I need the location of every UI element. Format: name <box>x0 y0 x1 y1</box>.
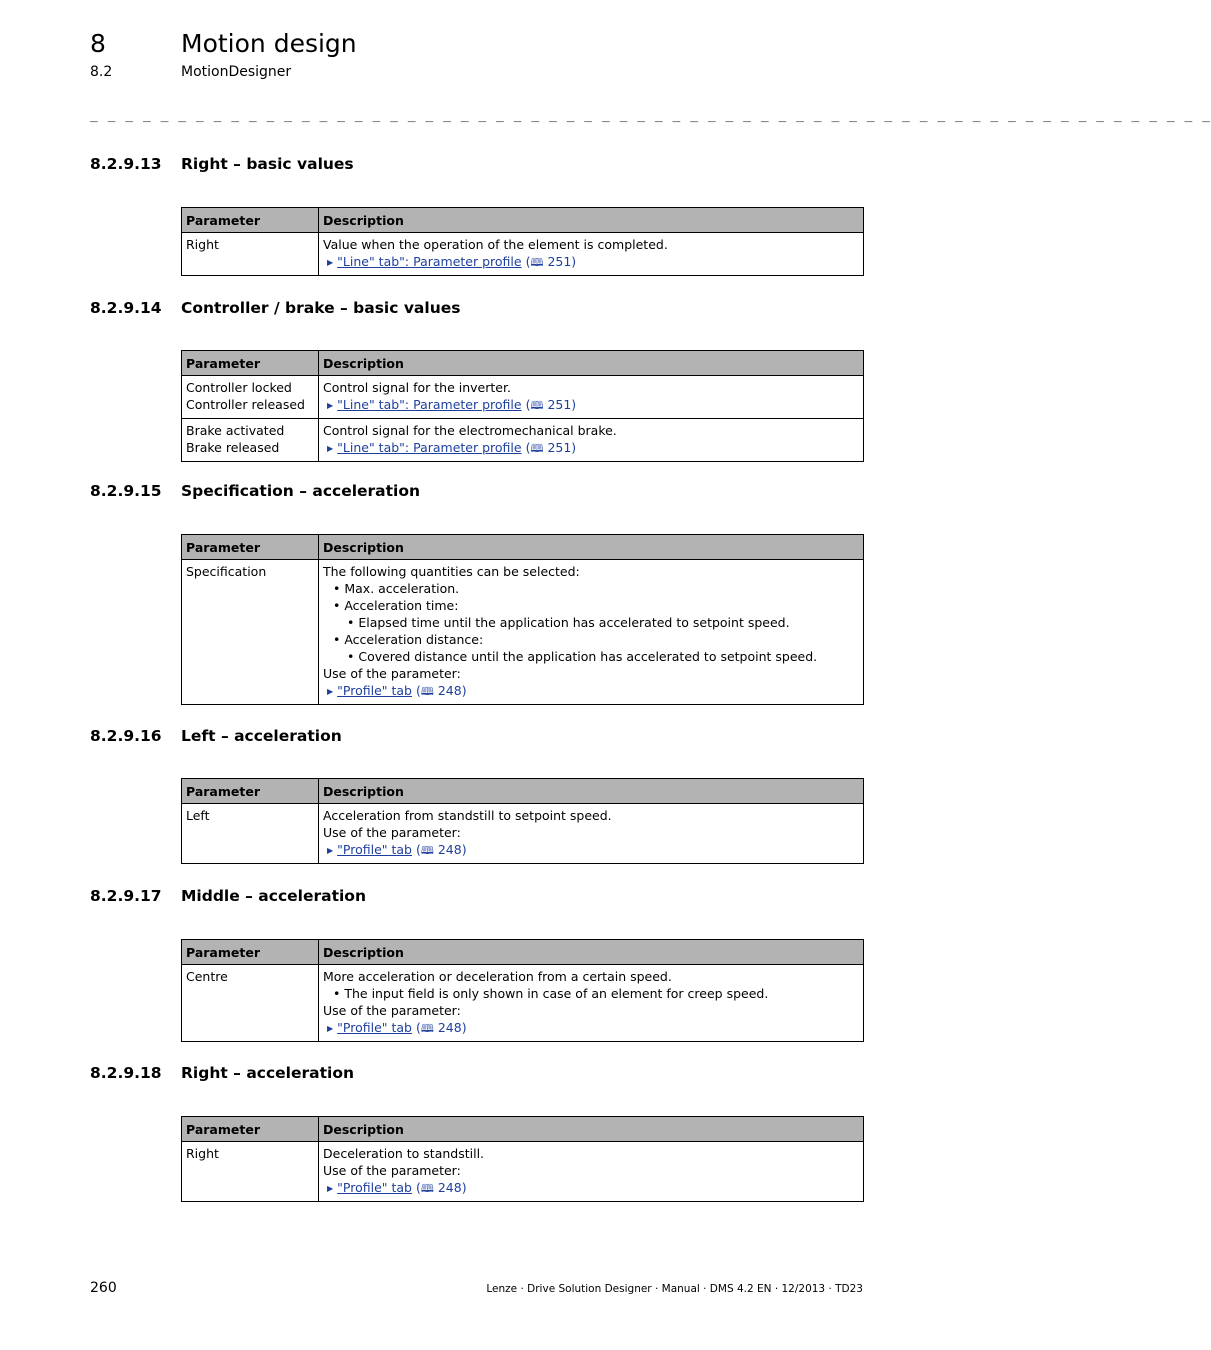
column-header-parameter: Parameter <box>182 940 319 965</box>
parameter-cell <box>182 560 319 705</box>
description-text: Acceleration from standstill to setpoint speed. <box>323 808 612 823</box>
table-header-row <box>182 351 864 376</box>
reference-link[interactable]: "Profile" tab <box>337 1020 412 1035</box>
book-icon: 🕮 <box>420 1022 434 1035</box>
description-text: Value when the operation of the element is completed. <box>323 237 668 252</box>
book-icon: 🕮 <box>530 442 544 455</box>
section-number: 8.2 <box>90 64 113 80</box>
cross-reference: ▶ "Line" tab": Parameter profile (🕮 251) <box>327 440 577 455</box>
heading-title: Specification – acceleration <box>181 482 421 500</box>
parameter-name: Brake activated <box>186 423 285 438</box>
table-header-row <box>182 535 864 560</box>
description-text: Use of the parameter: <box>323 825 461 840</box>
page-reference[interactable]: 248) <box>433 1180 467 1195</box>
description-text: The following quantities can be selected: <box>323 564 580 579</box>
parameter-cell <box>182 376 319 419</box>
table-header-row <box>182 208 864 233</box>
header-divider: _ _ _ _ _ _ _ _ _ _ _ _ _ _ _ _ _ _ _ _ _ _ _ _ _ _ _ _ _ _ _ _ _ _ _ _ _ _ _ _ _ _ _ _ _ _ _ _ _ _ _ _ _ _ _ _ _ _ _ _ _ _ _ _ <box>90 108 1211 123</box>
table-row <box>182 560 864 705</box>
column-header-description: Description <box>319 535 864 560</box>
column-header-description: Description <box>319 351 864 376</box>
table-header-row <box>182 940 864 965</box>
column-header-description: Description <box>319 1117 864 1142</box>
description-cell <box>319 376 864 419</box>
parameter-name: Brake released <box>186 440 280 455</box>
parameter-table <box>181 939 864 1042</box>
table-header-row <box>182 779 864 804</box>
column-header-parameter: Parameter <box>182 351 319 376</box>
section-title: MotionDesigner <box>181 64 292 80</box>
description-cell <box>319 965 864 1042</box>
book-icon: 🕮 <box>530 399 544 412</box>
table-row <box>182 804 864 864</box>
arrow-right-icon: ▶ <box>327 687 334 696</box>
cross-reference: ▶ "Profile" tab (🕮 248) <box>327 1020 467 1035</box>
parameter-cell <box>182 804 319 864</box>
reference-link[interactable]: "Profile" tab <box>337 1180 412 1195</box>
cross-reference: ▶ "Line" tab": Parameter profile (🕮 251) <box>327 254 577 269</box>
page-reference[interactable]: 251) <box>543 254 577 269</box>
parameter-table <box>181 778 864 864</box>
heading-title: Controller / brake – basic values <box>181 299 461 317</box>
parameter-table <box>181 207 864 276</box>
column-header-parameter: Parameter <box>182 535 319 560</box>
sub-bullet-item: • Covered distance until the application has accelerated to setpoint speed. <box>347 649 818 664</box>
parameter-table <box>181 350 864 462</box>
cross-reference: ▶ "Profile" tab (🕮 248) <box>327 683 467 698</box>
column-header-parameter: Parameter <box>182 1117 319 1142</box>
arrow-right-icon: ▶ <box>327 1184 334 1193</box>
column-header-description: Description <box>319 208 864 233</box>
footer-text: Lenze · Drive Solution Designer · Manual · DMS 4.2 EN · 12/2013 · TD23 <box>486 1283 863 1295</box>
table-row <box>182 965 864 1042</box>
parameter-cell <box>182 419 319 462</box>
book-icon: 🕮 <box>420 685 434 698</box>
description-text: Control signal for the electromechanical brake. <box>323 423 617 438</box>
parameter-name: Controller locked <box>186 380 292 395</box>
bullet-item: • The input field is only shown in case of an element for creep speed. <box>333 986 769 1001</box>
heading-number: 8.2.9.13 <box>90 155 162 173</box>
description-text: Use of the parameter: <box>323 666 461 681</box>
arrow-right-icon: ▶ <box>327 1024 334 1033</box>
table-row <box>182 233 864 276</box>
arrow-right-icon: ▶ <box>327 401 334 410</box>
cross-reference: ▶ "Profile" tab (🕮 248) <box>327 842 467 857</box>
column-header-description: Description <box>319 779 864 804</box>
arrow-right-icon: ▶ <box>327 258 334 267</box>
page-reference[interactable]: 248) <box>433 1020 467 1035</box>
book-icon: 🕮 <box>420 1182 434 1195</box>
parameter-name: Left <box>186 808 210 823</box>
page-reference[interactable]: 251) <box>543 397 577 412</box>
description-cell <box>319 804 864 864</box>
page-reference[interactable]: 248) <box>433 842 467 857</box>
description-text: Control signal for the inverter. <box>323 380 511 395</box>
description-text: Use of the parameter: <box>323 1163 461 1178</box>
reference-link[interactable]: "Line" tab": Parameter profile <box>337 254 522 269</box>
reference-link[interactable]: "Line" tab": Parameter profile <box>337 440 522 455</box>
table-row <box>182 376 864 419</box>
chapter-title: Motion design <box>181 29 357 58</box>
table-header-row <box>182 1117 864 1142</box>
description-cell <box>319 419 864 462</box>
sub-bullet-item: • Elapsed time until the application has accelerated to setpoint speed. <box>347 615 790 630</box>
reference-link[interactable]: "Line" tab": Parameter profile <box>337 397 522 412</box>
page-number: 260 <box>90 1280 117 1296</box>
reference-link[interactable]: "Profile" tab <box>337 683 412 698</box>
parameter-name: Right <box>186 1146 219 1161</box>
table-row <box>182 419 864 462</box>
column-header-parameter: Parameter <box>182 779 319 804</box>
parameter-name: Centre <box>186 969 228 984</box>
book-icon: 🕮 <box>420 844 434 857</box>
heading-title: Right – acceleration <box>181 1064 355 1082</box>
book-icon: 🕮 <box>530 256 544 269</box>
cross-reference: ▶ "Profile" tab (🕮 248) <box>327 1180 467 1195</box>
parameter-cell <box>182 1142 319 1202</box>
column-header-parameter: Parameter <box>182 208 319 233</box>
bullet-item: • Max. acceleration. <box>333 581 460 596</box>
chapter-number: 8 <box>90 29 106 58</box>
heading-title: Left – acceleration <box>181 727 342 745</box>
parameter-cell <box>182 965 319 1042</box>
arrow-right-icon: ▶ <box>327 444 334 453</box>
description-cell <box>319 1142 864 1202</box>
heading-number: 8.2.9.15 <box>90 482 162 500</box>
heading-number: 8.2.9.16 <box>90 727 162 745</box>
description-text: Use of the parameter: <box>323 1003 461 1018</box>
reference-link[interactable]: "Profile" tab <box>337 842 412 857</box>
parameter-name: Specification <box>186 564 267 579</box>
heading-title: Right – basic values <box>181 155 354 173</box>
heading-number: 8.2.9.17 <box>90 887 162 905</box>
heading-number: 8.2.9.14 <box>90 299 162 317</box>
column-header-description: Description <box>319 940 864 965</box>
bullet-item: • Acceleration distance: <box>333 632 484 647</box>
page-reference[interactable]: 248) <box>433 683 467 698</box>
description-text: More acceleration or deceleration from a certain speed. <box>323 969 672 984</box>
cross-reference: ▶ "Line" tab": Parameter profile (🕮 251) <box>327 397 577 412</box>
parameter-name: Controller released <box>186 397 305 412</box>
parameter-name: Right <box>186 237 219 252</box>
heading-title: Middle – acceleration <box>181 887 366 905</box>
heading-number: 8.2.9.18 <box>90 1064 162 1082</box>
parameter-table <box>181 1116 864 1202</box>
parameter-cell <box>182 233 319 276</box>
parameter-table <box>181 534 864 705</box>
bullet-item: • Acceleration time: <box>333 598 459 613</box>
description-cell <box>319 233 864 276</box>
description-text: Deceleration to standstill. <box>323 1146 485 1161</box>
table-row <box>182 1142 864 1202</box>
arrow-right-icon: ▶ <box>327 846 334 855</box>
page-reference[interactable]: 251) <box>543 440 577 455</box>
description-cell <box>319 560 864 705</box>
